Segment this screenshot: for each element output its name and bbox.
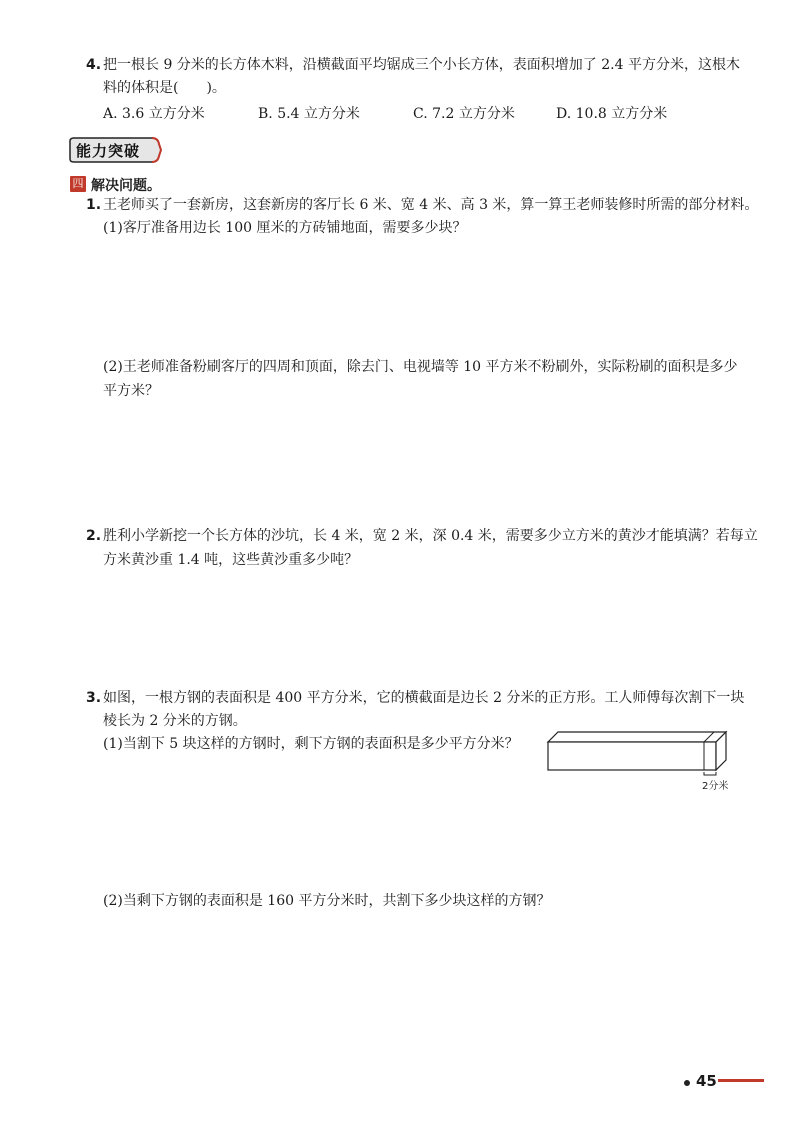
problem-3-sub2: (2)当剩下方钢的表面积是 160 平方分米时，共割下多少块这样的方钢？ (103, 893, 551, 909)
diagram-dimension-label: 2分米 (702, 781, 729, 792)
page-number: 45 (696, 1072, 717, 1090)
option-c: C. 7.2 立方分米 (413, 106, 515, 122)
question-4-text-line1: 把一根长 9 分米的长方体木料，沿横截面平均锯成三个小长方体，表面积增加了 2.4 平方分米，这根木 (103, 57, 740, 73)
problem-3-text-line2: 棱长为 2 分米的方钢。 (103, 713, 247, 729)
problem-1-sub1: (1)客厅准备用边长 100 厘米的方砖铺地面，需要多少块？ (103, 220, 467, 236)
steel-bar-diagram (544, 728, 738, 790)
problem-2-text-line2: 方米黄沙重 1.4 吨，这些黄沙重多少吨？ (103, 552, 359, 568)
problem-1-text: 王老师买了一套新房，这套新房的客厅长 6 米、宽 4 米、高 3 米，算一算王老师装修时所需的部分材料。 (103, 197, 759, 213)
section-header (66, 137, 162, 163)
problem-1-number: 1. (86, 197, 102, 213)
problem-1-sub2-line2: 平方米？ (103, 383, 159, 399)
question-4-text-line2: 料的体积是( )。 (103, 80, 226, 96)
option-d: D. 10.8 立方分米 (556, 106, 668, 122)
option-b: B. 5.4 立方分米 (258, 106, 360, 122)
problem-3-sub1: (1)当割下 5 块这样的方钢时，剩下方钢的表面积是多少平方分米？ (103, 736, 519, 752)
page-bullet (684, 1080, 690, 1086)
question-4-number: 4. (86, 57, 102, 73)
problem-2-text-line1: 胜利小学新挖一个长方体的沙坑，长 4 米，宽 2 米，深 0.4 米，需要多少立方米的黄沙才能填满？若每立 (103, 528, 758, 544)
part-badge: 四 (70, 176, 86, 192)
part-title: 解决问题。 (91, 178, 161, 194)
page-number-rule (718, 1079, 764, 1082)
option-a: A. 3.6 立方分米 (103, 106, 205, 122)
section-title: 能力突破 (76, 142, 141, 160)
problem-1-sub2-line1: (2)王老师准备粉刷客厅的四周和顶面，除去门、电视墙等 10 平方米不粉刷外，实际粉刷的面积是多少 (103, 359, 738, 375)
problem-3-text-line1: 如图，一根方钢的表面积是 400 平方分米，它的横截面是边长 2 分米的正方形。工人师傅每次割下一块 (103, 690, 745, 706)
problem-2-number: 2. (86, 528, 102, 544)
problem-3-number: 3. (86, 690, 102, 706)
